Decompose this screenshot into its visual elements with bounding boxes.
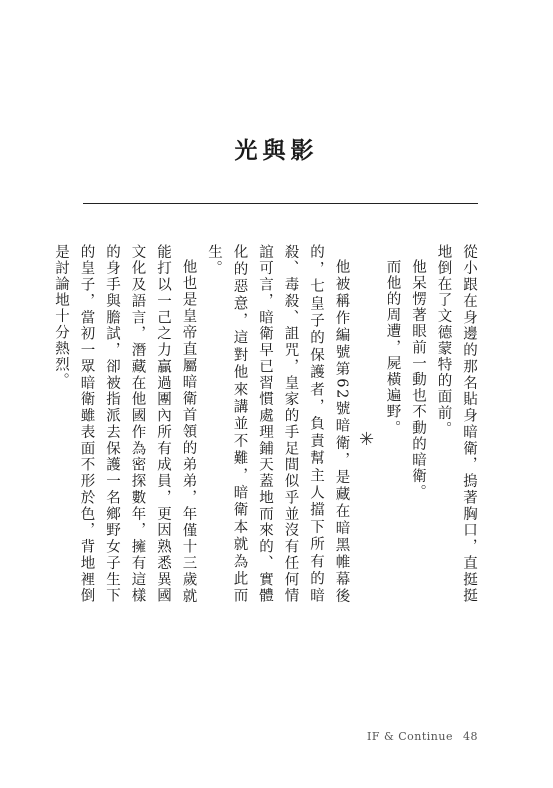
paragraph-3: 而他的周遭，屍橫遍野。 xyxy=(384,258,401,436)
paragraph-4: 他被稱作編號第62號暗衛，是藏在暗黑帷幕後的，七皇子的保護者，負責幫主人擋下所有的暗殺、毒殺、詛咒，皇家的手足間似乎並沒有任何情誼可言，暗衛早已習慣處理鋪天蓋地而來的、實體化的惡意，這對他來講並不難，暗衛本就為此而生。 xyxy=(206,244,350,604)
vertical-body-text xyxy=(53,244,481,604)
publication-name: IF & Continue xyxy=(366,730,453,743)
chapter-title: 光與影 xyxy=(234,137,319,164)
page-number: 48 xyxy=(463,730,478,743)
paragraph-1: 從小跟在身邊的那名貼身暗衛，摀著胸口，直挺挺地倒在了文德蒙特的面前。 xyxy=(435,244,477,604)
section-separator-icon: ✳ xyxy=(356,428,377,450)
paragraph-5: 他也是皇帝直屬暗衛首領的弟弟，年僅十三歲就能打以一己之力贏過團內所有成員，更因熟悉異國文化及語言，潛藏在他國作為密探數年，擁有這樣的身手與膽試，卻被指派去保護一名鄉野女子生下的皇子，當初一眾暗衛雖表面不形於色，背地裡倒是討論地十分熱烈。 xyxy=(53,244,197,604)
title-divider xyxy=(83,203,478,204)
page-footer xyxy=(367,730,478,743)
paragraph-2: 他呆愣著眼前一動也不動的暗衛。 xyxy=(410,258,426,500)
